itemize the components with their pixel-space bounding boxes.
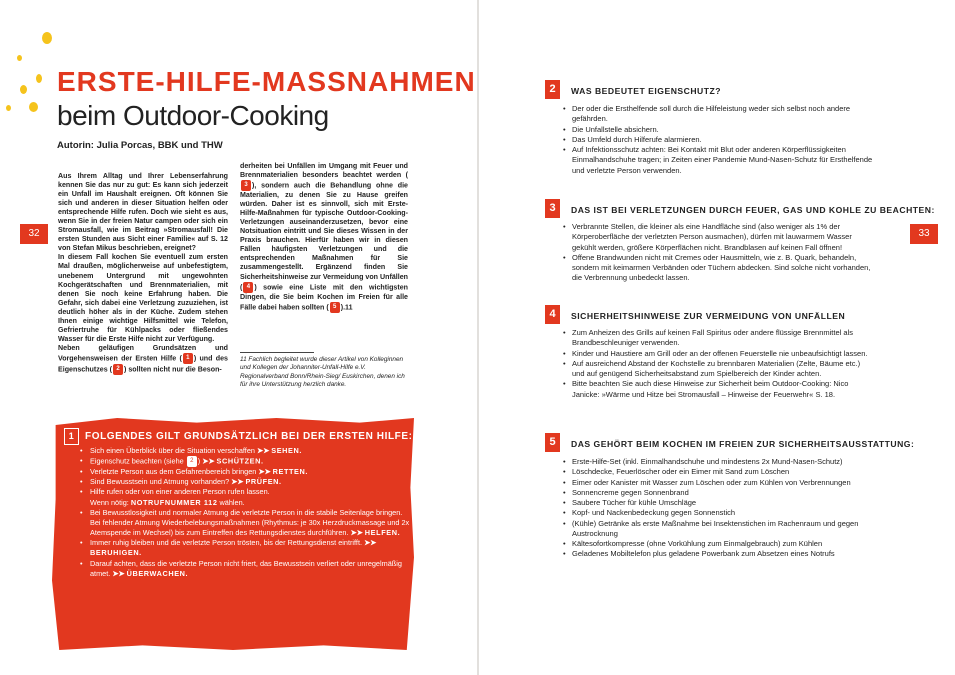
- decor-dot: [17, 55, 22, 61]
- section-ref-badge: 2: [187, 456, 197, 467]
- list-item: [80, 508, 410, 538]
- paragraph: Neben geläufigen Grundsätzen und Vorgehensweisen der Ersten Hilfe ( 1 ) und des Eigenschutzes ( 2 ) sollten nicht nur die Beson-: [58, 343, 228, 374]
- box-heading-text: FOLGENDES GILT GRUNDSÄTZLICH BEI DER ERSTEN HILFE:: [85, 431, 413, 443]
- list-item: • Löschdecke, Feuerlöscher oder ein Eimer mit Sand zum Löschen: [563, 467, 873, 477]
- paragraph-text: derheiten bei Unfällen im Umgang mit Feuer und Brennmaterialien besonders beachtet werden: [240, 162, 408, 180]
- item-text: Sich einen Überblick über die Situation verschaffen: [90, 446, 255, 455]
- item-text: Bei Bewusstlosigkeit und normaler Atmung die verletzte Person in die stabile Seitenlage bringen. Bei fehlender Atmung Wiederbelebungsmaßnahmen (Rhythmus: je 30x Herzdruckmassage und 2x Atemspende im Wechsel) bis zum Eintreffen des Rettungsdienstes durchführen.: [90, 507, 410, 538]
- section-list: [563, 222, 873, 284]
- first-aid-box-heading: [64, 428, 413, 445]
- section-number-badge: 2: [545, 80, 560, 99]
- item-text: Darauf achten, dass die verletzte Person nicht friert, das Bewusstsein verliert oder unregelmäßig atmet.: [90, 558, 402, 578]
- section-number-badge: 3: [545, 199, 560, 218]
- item-text: Eigenschutz beachten (siehe: [90, 456, 184, 466]
- section-ref-badge: 3: [241, 180, 251, 191]
- list-item: [80, 538, 410, 558]
- list-item: • Kinder und Haustiere am Grill oder an der offenen Feuerstelle nie unbeaufsichtigt lassen.: [563, 349, 873, 359]
- item-text: wählen.: [219, 497, 245, 507]
- list-item: [80, 446, 410, 456]
- item-keyword: SCHÜTZEN.: [216, 456, 264, 466]
- section-ref-badge: 2: [113, 364, 123, 375]
- page-gutter: [477, 0, 479, 675]
- section-heading: DAS IST BEI VERLETZUNGEN DURCH FEUER, GAS UND KOHLE ZU BEACHTEN:: [571, 205, 935, 215]
- item-keyword: PRÜFEN.: [245, 477, 282, 487]
- item-text: ): [197, 456, 201, 466]
- body-column-2: [240, 162, 408, 313]
- arrow-icon: ➤➤: [231, 477, 244, 487]
- list-item: • Kältesofortkompresse (ohne Vorkühlung zum Einmalgebrauch) zum Kühlen: [563, 539, 873, 549]
- list-item: • Bitte beachten Sie auch diese Hinweise zur Sicherheit beim Outdoor-Cooking: Nico Janicke: »Wärme und Hitze bei Stromausfall – Hinweise der Feuerwehr« S. 18.: [563, 379, 873, 400]
- arrow-icon: ➤➤: [350, 528, 363, 538]
- arrow-icon: ➤➤: [258, 467, 271, 477]
- paragraph: Aus Ihrem Alltag und Ihrer Lebenserfahrung kennen Sie das nur zu gut: Es kann sich jederzeit ein Unfall im Haushalt ereignen. Oft können Sie sich und anderen in dieser Situation helfen oder entsprechende Hilfe rufen. Doch wie sieht es aus, wenn Sie in der freien Natur campen oder sich ein Stromausfall, wie im Beitrag »Stromausfall! Die ersten Stunden aus Sicht einer Familie« auf S. 12 von Stefan Mikus beschrieben, ereignet?: [58, 172, 228, 253]
- paragraph: derheiten bei Unfällen im Umgang mit Feuer und Brennmaterialien besonders beachtet werden (3 ), sondern auch die Behandlung ohne die Materialien, zu denen Sie zu Hause greifen würden. Daher ist es sinnvoll, sich mit Erste-Hilfe-Maßnahmen für typische Outdoor-Cooking-Verletzungen auseinanderzusetzen, bevor eine Notsituation eintritt und Sie dieses Wissen in der Praxis brauchen. Hierfür haben wir in diesen Fällen häufigsten Verletzungen und die entsprechenden Maßnahmen für Sie zusammengestellt. Ergänzend finden Sie Sicherheitshinweise zur Vermeidung von Unfällen ( 4 ) sowie eine Liste mit den wichtigsten Dingen, die Sie beim Kochen im Freien für alle Fälle dabei haben sollten ( 5 ).11: [240, 162, 408, 311]
- footnote-ref: .11: [343, 302, 353, 311]
- section-list: [563, 104, 873, 176]
- item-text: Hilfe rufen oder von einer anderen Person rufen lassen.: [90, 487, 270, 497]
- list-item: • Sonnencreme gegen Sonnenbrand: [563, 488, 873, 498]
- decor-dot: [42, 32, 52, 44]
- paragraph-text: und des Eigenschutzes: [58, 354, 228, 374]
- list-item: [80, 477, 410, 487]
- decor-dot: [6, 105, 11, 111]
- body-column-1: [58, 172, 228, 375]
- section-number-badge: 4: [545, 305, 560, 324]
- arrow-icon: ➤➤: [256, 446, 270, 455]
- list-item: • Verbrannte Stellen, die kleiner als eine Handfläche sind (also weniger als 1% der Körperoberfläche der verletzten Person ausmachen), dürfen mit lauwarmem Wasser gekühlt werden, größere Körperflächen nicht. Brandblasen auf keinen Fall öffnen!: [563, 222, 873, 253]
- item-keyword: BERUHIGEN.: [90, 548, 142, 558]
- item-text: Immer ruhig bleiben und die verletzte Person trösten, bis der Rettungsdienst eintrifft.: [90, 538, 363, 548]
- list-item: • Die Unfallstelle absichern.: [563, 125, 873, 135]
- list-item: • Saubere Tücher für kühle Umschläge: [563, 498, 873, 508]
- list-item: • Kopf- und Nackenbedeckung gegen Sonnenstich: [563, 508, 873, 518]
- section-ref-badge: 4: [243, 282, 253, 293]
- paragraph-text: , sondern auch die Behandlung ohne die Materialien, zu denen Sie zu Hause greifen würden. Daher ist es sinnvoll, sich mit Erste-Hilfe-Maßnahmen für typische Outdoor-Cooking-Verletzungen auseinanderzusetzen, bevor eine Notsituation eintritt und Sie dieses Wissen in der Praxis brauchen. Hierfür haben wir in diesen Fällen häufigsten Verletzungen und die entsprechenden Maßnahmen für Sie zusammengestellt. Ergänzend finden Sie Sicherheitshinweise zur Vermeidung von Unfällen: [240, 181, 408, 281]
- section-heading: DAS GEHÖRT BEIM KOCHEN IM FREIEN ZUR SICHERHEITSAUSSTATTUNG:: [571, 439, 915, 449]
- section-list: [563, 328, 873, 400]
- decor-dot: [29, 102, 38, 112]
- item-text: Sind Bewusstsein und Atmung vorhanden?: [90, 477, 230, 487]
- list-item: • Zum Anheizen des Grills auf keinen Fall Spiritus oder andere flüssige Brennmittel als Brandbeschleuniger verwenden.: [563, 328, 873, 349]
- list-item: [80, 487, 410, 507]
- list-item: • (Kühle) Getränke als erste Maßnahme bei Insektenstichen im Rachenraum und gegen Austrocknung: [563, 519, 873, 540]
- item-text: Verletzte Person aus dem Gefahrenbereich bringen: [90, 467, 257, 477]
- section-ref-badge: 5: [330, 302, 340, 313]
- list-item: • Erste-Hilfe-Set (inkl. Einmalhandschuhe und mindestens 2x Mund-Nasen-Schutz): [563, 457, 873, 467]
- article-title: ERSTE-HILFE-MASSNAHMEN: [57, 66, 476, 97]
- section-heading: WAS BEDEUTET EIGENSCHUTZ?: [571, 86, 722, 96]
- paragraph-text: Neben geläufigen Grundsätzen und Vorgehensweisen der Ersten Hilfe: [58, 343, 228, 363]
- list-item: [80, 467, 410, 477]
- list-item: [80, 559, 410, 579]
- item-keyword: SEHEN.: [271, 446, 303, 455]
- section-number-badge: 5: [545, 433, 560, 452]
- decor-dot: [36, 74, 42, 83]
- arrow-icon: ➤➤: [202, 456, 215, 466]
- arrow-icon: ➤➤: [112, 568, 125, 578]
- paragraph-text: sollten nicht nur die Beson-: [128, 365, 222, 374]
- footnote-divider: [240, 352, 314, 353]
- list-item: • Offene Brandwunden nicht mit Cremes oder Hausmitteln, wie z. B. Quark, behandeln, sondern mit keimarmen Verbänden oder Tüchern abdecken. Sind solche nicht vorhanden, die Verbrennung unbedeckt lassen.: [563, 253, 873, 284]
- item-keyword: ÜBERWACHEN.: [126, 568, 189, 578]
- footnote: 11 Fachlich begleitet wurde dieser Artikel von Kolleginnen und Kollegen der Johanniter-Unfall-Hilfe e.V. Regionalverband Bonn/Rhein-Sieg/ Euskirchen, denen ich für ihre Unterstützung herzlich danke.: [240, 356, 405, 388]
- page-number-right: 33: [910, 224, 938, 244]
- list-item: • Das Umfeld durch Hilferufe alarmieren.: [563, 135, 873, 145]
- list-item: [80, 456, 410, 467]
- first-aid-list: [80, 446, 410, 579]
- box-number-badge: 1: [64, 428, 79, 445]
- paragraph-text: sowie eine Liste mit den wichtigsten Dingen, die Sie beim Kochen im Freien für alle Fälle dabei haben sollten: [240, 282, 408, 311]
- section-list: [563, 457, 873, 560]
- page-number-left: 32: [20, 224, 48, 244]
- decor-dot: [20, 85, 27, 94]
- list-item: • Auf ausreichend Abstand der Kochstelle zu brennbaren Materialien (Zelte, Bäume etc.) und auf genügend Sicherheitsabstand zum Spielbereich der Kinder achten.: [563, 359, 873, 380]
- article-subtitle: beim Outdoor-Cooking: [57, 100, 329, 131]
- list-item: • Der oder die Ersthelfende soll durch die Hilfeleistung weder sich selbst noch andere gefährden.: [563, 104, 873, 125]
- list-item: • Eimer oder Kanister mit Wasser zum Löschen oder zum Kühlen von Verbrennungen: [563, 478, 873, 488]
- item-keyword: RETTEN.: [272, 467, 309, 477]
- article-authors: Autorin: Julia Porcas, BBK und THW: [57, 140, 223, 151]
- item-text: Wenn nötig:: [90, 497, 129, 507]
- item-keyword: HELFEN.: [364, 528, 401, 538]
- paragraph: In diesem Fall kochen Sie eventuell zum ersten Mal draußen, möglicherweise auf unbefestigtem, unebenem Untergrund mit ungewohnten Kochgerätschaften und Brennmaterialien, mit denen Sie noch keine Erfahrung haben. Die Gefahr, sich dabei eine Verletzung zuzuziehen, ist deutlich höher als in der Küche. Zudem stehen Ihnen einige wichtige Hilfsmittel wie Telefon, Gefriertruhe für Kühlpacks oder fließendes Wasser für die Erste Hilfe nicht zur Verfügung.: [58, 253, 228, 343]
- section-heading: SICHERHEITSHINWEISE ZUR VERMEIDUNG VON UNFÄLLEN: [571, 311, 846, 321]
- list-item: • Auf Infektionsschutz achten: Bei Kontakt mit Blut oder anderen Körperflüssigkeiten Einmalhandschuhe tragen; in Zeiten einer Pandemie Mund-Nasen-Schutz für Ersthelfende und verletzte Person verwenden.: [563, 145, 873, 176]
- section-ref-badge: 1: [183, 353, 193, 364]
- item-keyword: NOTRUFNUMMER 112: [130, 497, 218, 507]
- arrow-icon: ➤➤: [364, 538, 377, 548]
- list-item: • Geladenes Mobiltelefon plus geladene Powerbank zum Absetzen eines Notrufs: [563, 549, 873, 559]
